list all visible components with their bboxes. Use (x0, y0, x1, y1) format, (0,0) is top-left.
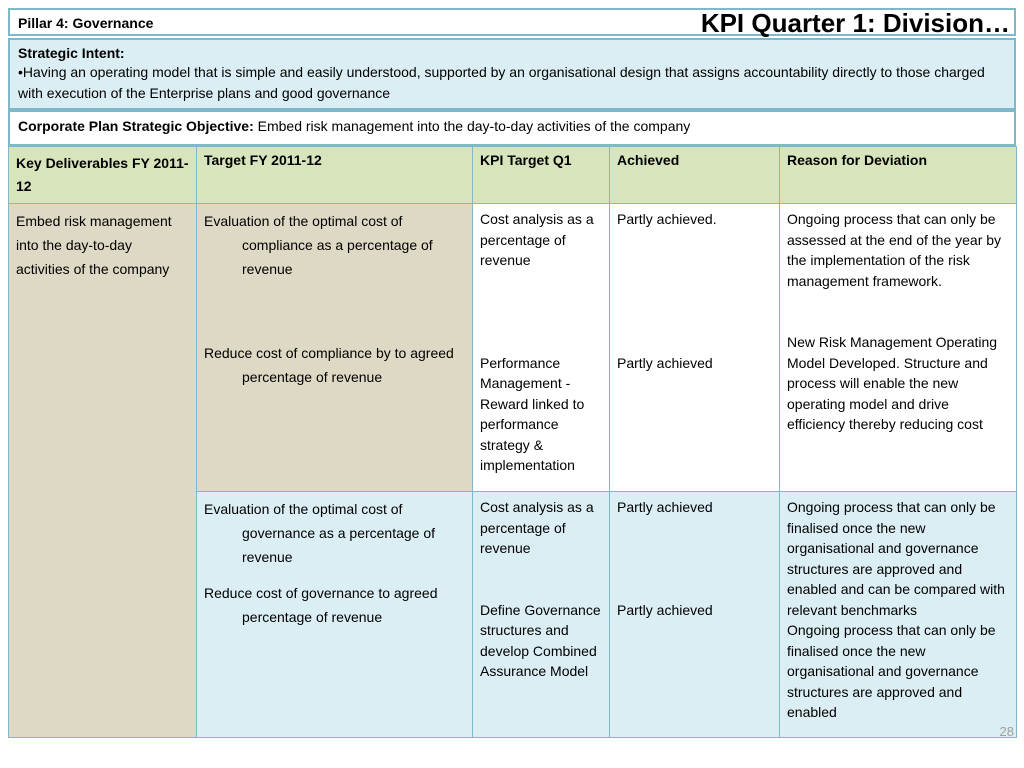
achieved-cell (610, 492, 780, 738)
kpi-text: Define Governance structures and develop Combined Assurance Model (480, 601, 601, 679)
achieved-text: Partly achieved. (617, 211, 717, 227)
reason-text: Ongoing process that can only be finalised once the new organisational and governance structures are approved and enabled (787, 622, 996, 720)
kpi-text: Cost analysis as a percentage of revenue (480, 499, 594, 556)
reason-text: Ongoing process that can only be finalised once the new organisational and governance structures are approved and enabled and can be compared with relevant benchmarks (787, 499, 1005, 618)
kpi-table (8, 146, 1017, 738)
header-reason-for-deviation: Reason for Deviation (780, 147, 1017, 204)
kpi-text: Performance Management - Reward linked to performance strategy & implementation (480, 354, 585, 473)
table-row (9, 204, 1017, 492)
header-target: Target FY 2011-12 (197, 147, 473, 204)
reason-text: Ongoing process that can only be assessed at the end of the year by the implementation of the risk management framework. (787, 211, 1002, 289)
achieved-text: Partly achieved (617, 601, 713, 618)
target-text: Reduce cost of compliance by to agreed percentage of revenue (204, 345, 454, 385)
kpi-cell (473, 492, 610, 738)
kpi-cell (473, 204, 610, 492)
target-text: Reduce cost of governance to agreed percentage of revenue (204, 585, 438, 625)
strategic-intent-text: •Having an operating model that is simple and easily understood, supported by an organisational design that assigns accountability directly to those charged with execution of the Enterprise plans and good governance (18, 64, 985, 101)
deliverable-cell: Embed risk management into the day-to-day activities of the company (9, 204, 197, 738)
header-kpi-target-q1: KPI Target Q1 (473, 147, 610, 204)
achieved-text: Partly achieved (617, 499, 713, 515)
strategic-intent-box (8, 38, 1016, 110)
reason-cell (780, 204, 1017, 492)
pillar-label: Pillar 4: Governance (18, 15, 154, 31)
slide-title: KPI Quarter 1: Division… (700, 8, 1010, 38)
target-text: Evaluation of the optimal cost of governance as a percentage of revenue (204, 501, 436, 565)
strategic-objective-label: Corporate Plan Strategic Objective: (18, 118, 254, 134)
reason-text: New Risk Management Operating Model Developed. Structure and process will enable the new operating model and drive efficiency thereby reducing cost (787, 334, 998, 432)
target-cell (197, 492, 473, 738)
reason-cell (780, 492, 1017, 738)
strategic-objective-box (8, 110, 1016, 146)
header-achieved: Achieved (610, 147, 780, 204)
achieved-text: Partly achieved (617, 354, 713, 371)
table-header-row (9, 147, 1017, 204)
target-cell (197, 204, 473, 492)
page-number: 28 (999, 724, 1014, 739)
strategic-objective-text: Embed risk management into the day-to-day activities of the company (253, 118, 691, 134)
kpi-text: Cost analysis as a percentage of revenue (480, 211, 594, 268)
strategic-intent-label: Strategic Intent: (18, 45, 125, 61)
achieved-cell (610, 204, 780, 492)
slide-header (8, 8, 1016, 36)
header-key-deliverables: Key Deliverables FY 2011-12 (9, 147, 197, 204)
target-text: Evaluation of the optimal cost of compliance as a percentage of revenue (204, 213, 433, 277)
